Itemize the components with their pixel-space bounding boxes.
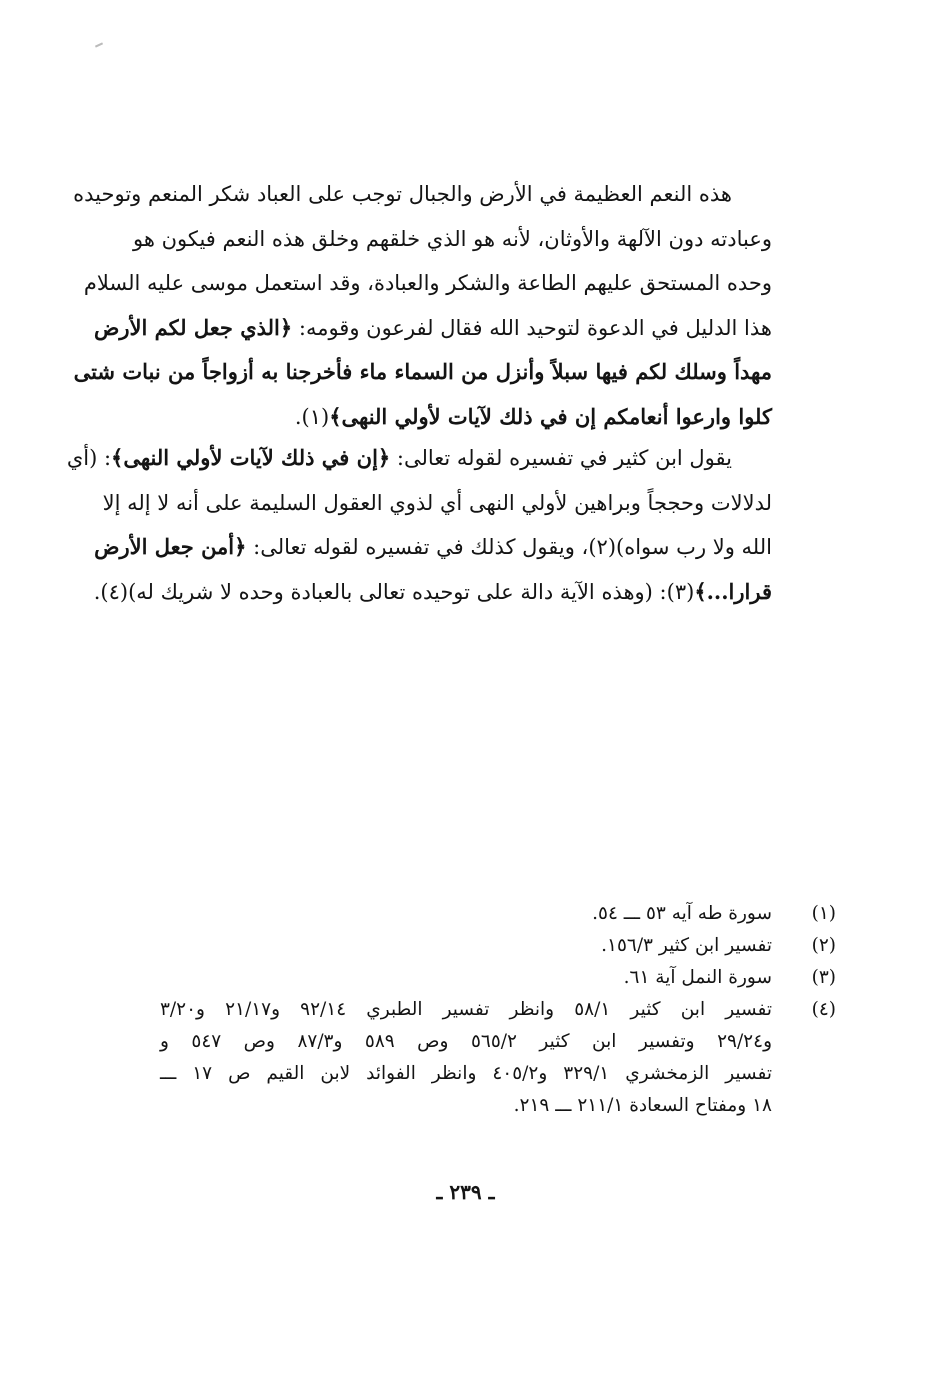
- paragraph-2-line-4: [93, 570, 772, 615]
- paragraph-2-line-1-text: يقول ابن كثير في تفسيره لقوله تعالى:: [390, 446, 732, 470]
- footnote-1: [160, 898, 836, 930]
- paragraph-1-line-3: وحده المستحق عليهم الطاعة والشكر والعبادة، وقد استعمل موسى عليه السلام: [83, 271, 772, 296]
- footnotes: [160, 898, 836, 1122]
- footnote-text: [160, 930, 772, 962]
- footnote-3: [160, 962, 836, 994]
- footnote-line: سورة طه آيه ٥٣ ـــ ٥٤.: [592, 903, 772, 924]
- paragraph-2-line-1-tail: : (أي: [66, 446, 112, 470]
- paragraph-1: [73, 172, 772, 440]
- footnote-line: تفسير ابن كثير ١٥٦/٣.: [601, 935, 772, 956]
- quran-verse-2: ﴿إن في ذلك لآيات لأولي النهى﴾: [111, 445, 391, 470]
- paragraph-2-line-1: [66, 436, 772, 481]
- quran-verse-3-end: قرارا...﴾: [694, 578, 772, 604]
- footnote-number: (٣): [811, 967, 836, 988]
- quran-verse-1-end: كلوا وارعوا أنعامكم إن في ذلك لآيات لأولي النهى﴾: [329, 403, 772, 429]
- footnote-line: سورة النمل آية ٦١.: [623, 967, 772, 988]
- paragraph-1-line-4: [93, 306, 772, 351]
- page-number: ـ ٢٣٩ ـ: [436, 1180, 495, 1204]
- footnote-line: ١٨ ومفتاح السعادة ٢١١/١ ـــ ٢١٩.: [513, 1095, 772, 1116]
- footnote-number: (٤): [811, 999, 836, 1020]
- footnote-text: [160, 962, 772, 994]
- footnote-line: تفسير ابن كثير ٥٨/١ وانظر تفسير الطبري ٩٢/١٤ و٢١/١٧ و٣/٢٠: [160, 999, 772, 1020]
- paragraph-1-line-2: وعبادته دون الآلهة والأوثان، لأنه هو الذي خلقهم وخلق هذه النعم فيكون هو: [132, 226, 772, 251]
- paragraph-1-line-1: هذه النعم العظيمة في الأرض والجبال توجب على العباد شكر المنعم وتوحيده: [73, 182, 732, 206]
- paragraph-2-line-2: لدلالات وحججاً وبراهين لأولي النهى أي لذوي العقول السليمة على أنه لا إله إلا: [102, 490, 772, 515]
- paragraph-2-line-3-text: الله ولا رب سواه)(٢)، ويقول كذلك في تفسيره لقوله تعالى:: [246, 535, 772, 560]
- footnote-line: تفسير الزمخشري ٣٢٩/١ و٤٠٥/٢ وانظر الفوائد لابن القيم ص ١٧ ـــ: [160, 1063, 773, 1084]
- paragraph-2-line-4-text: (٣): (وهذه الآية دالة على توحيده تعالى بالعبادة وحده لا شريك له)(٤).: [93, 579, 695, 604]
- footnote-4: [160, 994, 836, 1122]
- paragraph-2-line-3: [94, 525, 772, 570]
- quran-verse-1-middle: مهداً وسلك لكم فيها سبلاً وأنزل من السماء ماء فأخرجنا به أزواجاً من نبات شتى: [73, 359, 772, 385]
- footnote-number: (١): [811, 903, 836, 924]
- quran-verse-3-start: ﴿أمن جعل الأرض: [94, 534, 247, 560]
- footnote-text: [160, 994, 772, 1122]
- footnote-number: (٢): [811, 935, 836, 956]
- paragraph-1-line-4-text: هذا الدليل في الدعوة لتوحيد الله فقال لفرعون وقومه:: [292, 315, 772, 340]
- paragraph-1-line-6: [160, 395, 772, 440]
- footnote-text: [160, 898, 772, 930]
- quran-verse-1-start: ﴿الذي جعل لكم الأرض: [93, 314, 293, 340]
- footnote-ref-1: (١).: [294, 404, 330, 429]
- footnote-line: و٢٩/٢٤ وتفسير ابن كثير ٥٦٥/٢ وص ٥٨٩ و٨٧/٣ وص ٥٤٧ و: [160, 1031, 772, 1052]
- footnote-2: [160, 930, 836, 962]
- paragraph-2: [66, 436, 772, 614]
- scan-speck: [95, 42, 103, 47]
